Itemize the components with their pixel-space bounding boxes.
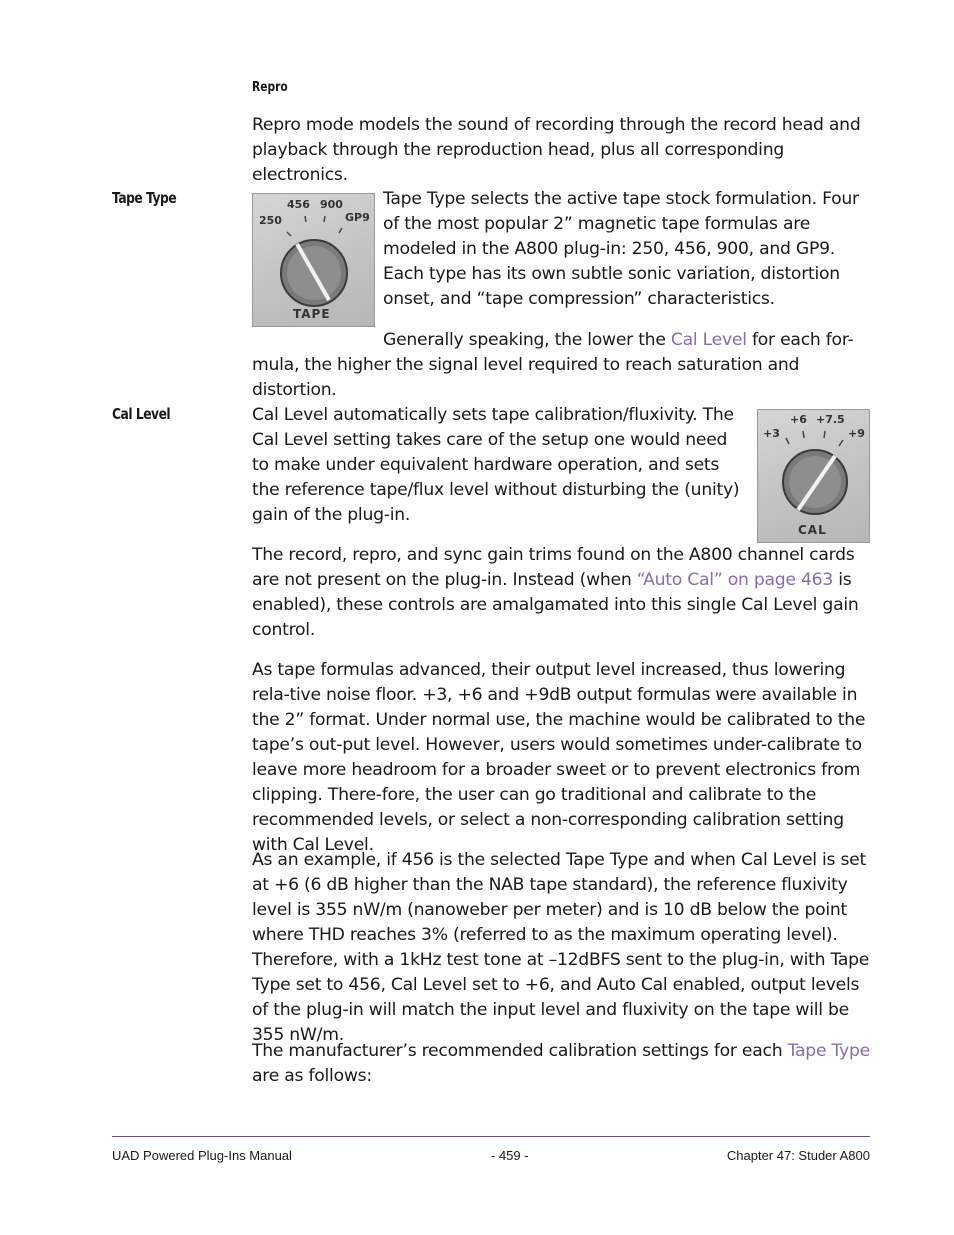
repro-paragraph — [252, 113, 872, 188]
tape-knob-image — [252, 193, 375, 327]
cal-level-para1-text: Cal Level automatically sets tape calibration/fluxivity. The Cal Level setting takes care of the setup one would need to make under equivalent hardware operation, and sets the reference tape/flux level without disturbing the (unity) gain of the plug-in. — [252, 405, 740, 525]
tape-knob-label-456: 456 — [287, 198, 310, 211]
tape-type-para2-before: Generally speaking, the lower the — [383, 330, 671, 350]
footer-page-number: - 459 - — [491, 1148, 529, 1163]
cal-level-para2-text — [252, 543, 872, 643]
cal-knob-label-6: +6 — [790, 413, 807, 426]
footer-chapter: Chapter 47: Studer A800 — [726, 1148, 870, 1163]
cal-level-para5-after: are as follows: — [252, 1066, 372, 1086]
tape-type-para2-text — [252, 328, 872, 403]
repro-text: Repro mode models the sound of recording through the record head and playback through the reproduction head, plus all corresponding electronics. — [252, 115, 861, 185]
cal-knob-label-3: +3 — [763, 427, 780, 440]
tape-knob-label-250: 250 — [259, 214, 282, 227]
cal-level-para3-text: As tape formulas advanced, their output level increased, thus lowering rela-tive noise floor. +3, +6 and +9dB output formulas were available in the 2” format. Under normal use, the machine would be calibrated to the tape’s out-put level. However, users would sometimes under-calibrate to leave more headroom for a broader sweet or to prevent electronics from clipping. There-fore, the user can go traditional and calibrate to the recommended levels, or select a non-corresponding calibration setting with Cal Level. — [252, 660, 866, 855]
tape-knob-svg — [253, 194, 374, 326]
tape-type-para1-text: Tape Type selects the active tape stock formulation. Four of the most popular 2” magnetic tape formulas are modeled in the A800 plug-in: 250, 456, 900, and GP9. Each type has its own subtle sonic variation, distortion onset, and “tape compression” characteristics. — [383, 189, 859, 309]
cal-knob-label-9: +9 — [848, 427, 865, 440]
tape-knob-label-gp9: GP9 — [345, 211, 370, 224]
cal-level-para5-text — [252, 1039, 872, 1089]
cal-level-para4 — [252, 848, 872, 1048]
cal-level-para3 — [252, 658, 872, 858]
tape-type-link[interactable]: Tape Type — [787, 1041, 870, 1061]
cal-knob-svg — [758, 410, 869, 542]
tape-knob-ticks — [287, 216, 342, 236]
cal-level-para5-before: The manufacturer’s recommended calibration settings for each — [252, 1041, 788, 1061]
cal-level-heading: Cal Level — [112, 405, 171, 423]
repro-heading: Repro — [252, 80, 288, 95]
cal-level-para2-after: is enabled), these controls are amalgamated into this single Cal Level gain control. — [252, 570, 859, 640]
cal-knob-name: CAL — [798, 523, 827, 537]
tape-type-para1 — [383, 187, 878, 312]
cal-knob-label-7-5: +7.5 — [816, 413, 845, 426]
cal-level-para1 — [252, 403, 747, 528]
tape-type-para2-after: for each for-mula, the higher the signal level required to reach saturation and distortion. — [252, 330, 854, 400]
tape-knob-label-900: 900 — [320, 198, 343, 211]
cal-level-link[interactable]: Cal Level — [670, 330, 747, 350]
footer-rule — [112, 1136, 870, 1137]
cal-knob-ticks — [786, 431, 843, 446]
tape-type-para2 — [252, 328, 872, 403]
tape-type-heading: Tape Type — [112, 189, 177, 207]
cal-level-para2-before: The record, repro, and sync gain trims found on the A800 channel cards are not present on the plug-in. Instead (when — [252, 545, 855, 590]
cal-level-para2 — [252, 543, 872, 643]
cal-level-para5 — [252, 1039, 872, 1089]
auto-cal-link[interactable]: “Auto Cal” on page 463 — [636, 570, 834, 590]
tape-knob-name: TAPE — [293, 307, 331, 321]
footer-manual-title: UAD Powered Plug-Ins Manual — [112, 1148, 292, 1163]
cal-knob-image — [757, 409, 870, 543]
cal-level-para4-text: As an example, if 456 is the selected Tape Type and when Cal Level is set at +6 (6 dB higher than the NAB tape standard), the reference fluxivity level is 355 nW/m (nanoweber per meter) and is 10 dB below the point where THD reaches 3% (referred to as the maximum operating level). Therefore, with a 1kHz test tone at –12dBFS sent to the plug-in, with Tape Type set to 456, Cal Level set to +6, and Auto Cal enabled, output levels of the plug-in will match the input level and fluxivity on the tape will be 355 nW/m. — [252, 850, 870, 1045]
